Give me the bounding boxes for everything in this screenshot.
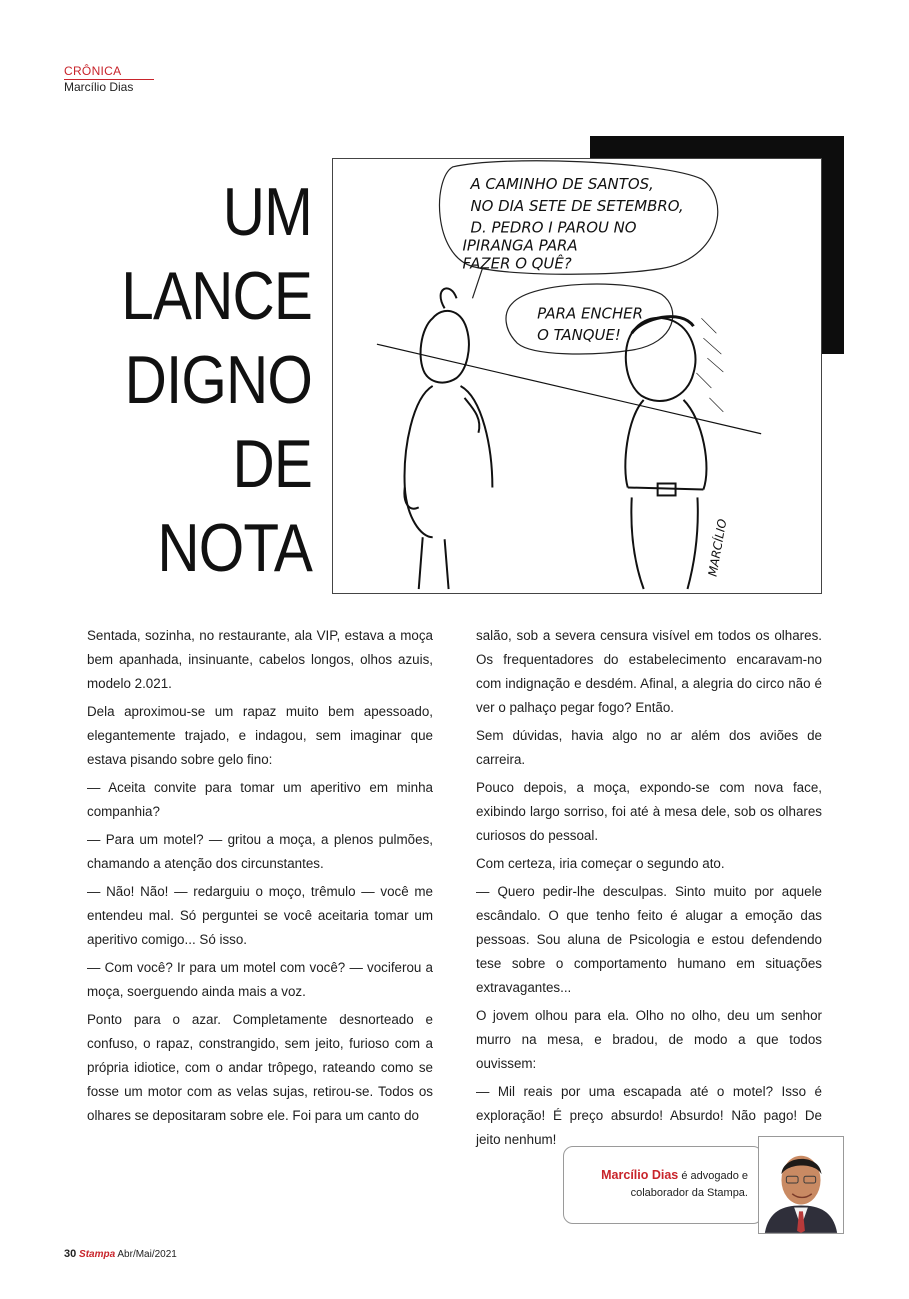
article-column-left <box>87 624 433 1132</box>
headline-line: DE <box>232 426 312 502</box>
author-photo <box>758 1136 844 1234</box>
caption-line: D. PEDRO I PAROU NO <box>470 218 637 237</box>
caption-line: NO DIA SETE DE SETEMBRO, <box>470 196 684 215</box>
article-paragraph: — Mil reais por uma escapada até o motel? Isso é exploração! É preço absurdo! Absurdo! Não pago! De jeito nenhum! <box>476 1084 822 1147</box>
figure-left <box>404 288 492 589</box>
article-paragraph: — Não! Não! — redarguiu o moço, trêmulo — você me entendeu mal. Só perguntei se você aceitaria tomar um aperitivo comigo... Só isso. <box>87 884 433 947</box>
headline-line: DIGNO <box>124 342 312 418</box>
article-paragraph: Dela aproximou-se um rapaz muito bem apessoado, elegantemente trajado, e indagou, sem imaginar que estava pisando sobre gelo fino: <box>87 704 433 767</box>
magazine-name: Stampa <box>79 1249 116 1260</box>
article-paragraph: Ponto para o azar. Completamente desnorteado e confuso, o rapaz, constrangido, sem jeito, furioso com a própria idiotice, com o andar trôpego, rateando como se fosse um motor com as velas sujas, retirou-se. Todos os olhares se depositaram sobre ele. Foi para um canto do <box>87 1012 433 1123</box>
section-label: CRÔNICA <box>64 64 122 78</box>
headline-line: NOTA <box>157 510 312 586</box>
author-bio-box <box>563 1146 763 1224</box>
reply-line: PARA ENCHER <box>537 304 643 323</box>
hatching <box>696 318 723 412</box>
bio-line: é advogado e <box>681 1170 748 1182</box>
article-paragraph: — Quero pedir-lhe desculpas. Sinto muito por aquele escândalo. O que tenho feito é alugar a emoção das pessoas. Sou aluna de Psicologia e estou defendendo tese sobre o comportamento humano em situações extravagantes... <box>476 884 822 995</box>
issue-date: Abr/Mai/2021 <box>117 1249 177 1260</box>
article-paragraph: — Com você? Ir para um motel com você? — vociferou a moça, soerguendo ainda mais a voz. <box>87 960 433 999</box>
caption-line: FAZER O QUÊ? <box>462 254 572 273</box>
article-paragraph: Sem dúvidas, havia algo no ar além dos aviões de carreira. <box>476 728 822 767</box>
cartoon-signature: MARCÍLIO <box>705 517 730 578</box>
reply-line: O TANQUE! <box>537 326 621 345</box>
page-number: 30 <box>64 1248 77 1260</box>
page-footer <box>64 1248 177 1260</box>
caption-line: IPIRANGA PARA <box>462 236 578 255</box>
author-byline: Marcílio Dias <box>64 80 134 94</box>
article-paragraph: O jovem olhou para ela. Olho no olho, deu um senhor murro na mesa, e bradou, de modo a que todos ouvissem: <box>476 1008 822 1071</box>
headline-line: UM <box>222 174 312 250</box>
cartoon-drawing <box>333 159 821 593</box>
article-column-right <box>476 624 822 1156</box>
bio-line: colaborador da Stampa. <box>630 1187 748 1199</box>
caption-line: A CAMINHO DE SANTOS, <box>470 174 654 193</box>
headline <box>40 170 312 590</box>
author-bio <box>568 1167 748 1202</box>
article-paragraph: Sentada, sozinha, no restaurante, ala VIP, estava a moça bem apanhada, insinuante, cabelos longos, olhos azuis, modelo 2.021. <box>87 628 433 691</box>
article-paragraph: Pouco depois, a moça, expondo-se com nova face, exibindo largo sorriso, foi até à mesa dele, sob os olhares curiosos do pessoal. <box>476 780 822 843</box>
bio-author-name: Marcílio Dias <box>601 1168 679 1182</box>
article-paragraph: salão, sob a severa censura visível em todos os olhares. Os frequentadores do estabelecimento encaravam-no com indignação e desdém. Afinal, a alegria do circo não é ver o palhaço pegar fogo? Então. <box>476 628 822 715</box>
article-paragraph: — Aceita convite para tomar um aperitivo em minha companhia? <box>87 780 433 819</box>
figure-right <box>625 317 706 589</box>
cartoon-illustration <box>332 158 822 594</box>
headline-line: LANCE <box>121 258 312 334</box>
article-paragraph: Com certeza, iria começar o segundo ato. <box>476 856 725 871</box>
article-paragraph: — Para um motel? — gritou a moça, a plenos pulmões, chamando a atenção dos circunstantes. <box>87 832 433 871</box>
